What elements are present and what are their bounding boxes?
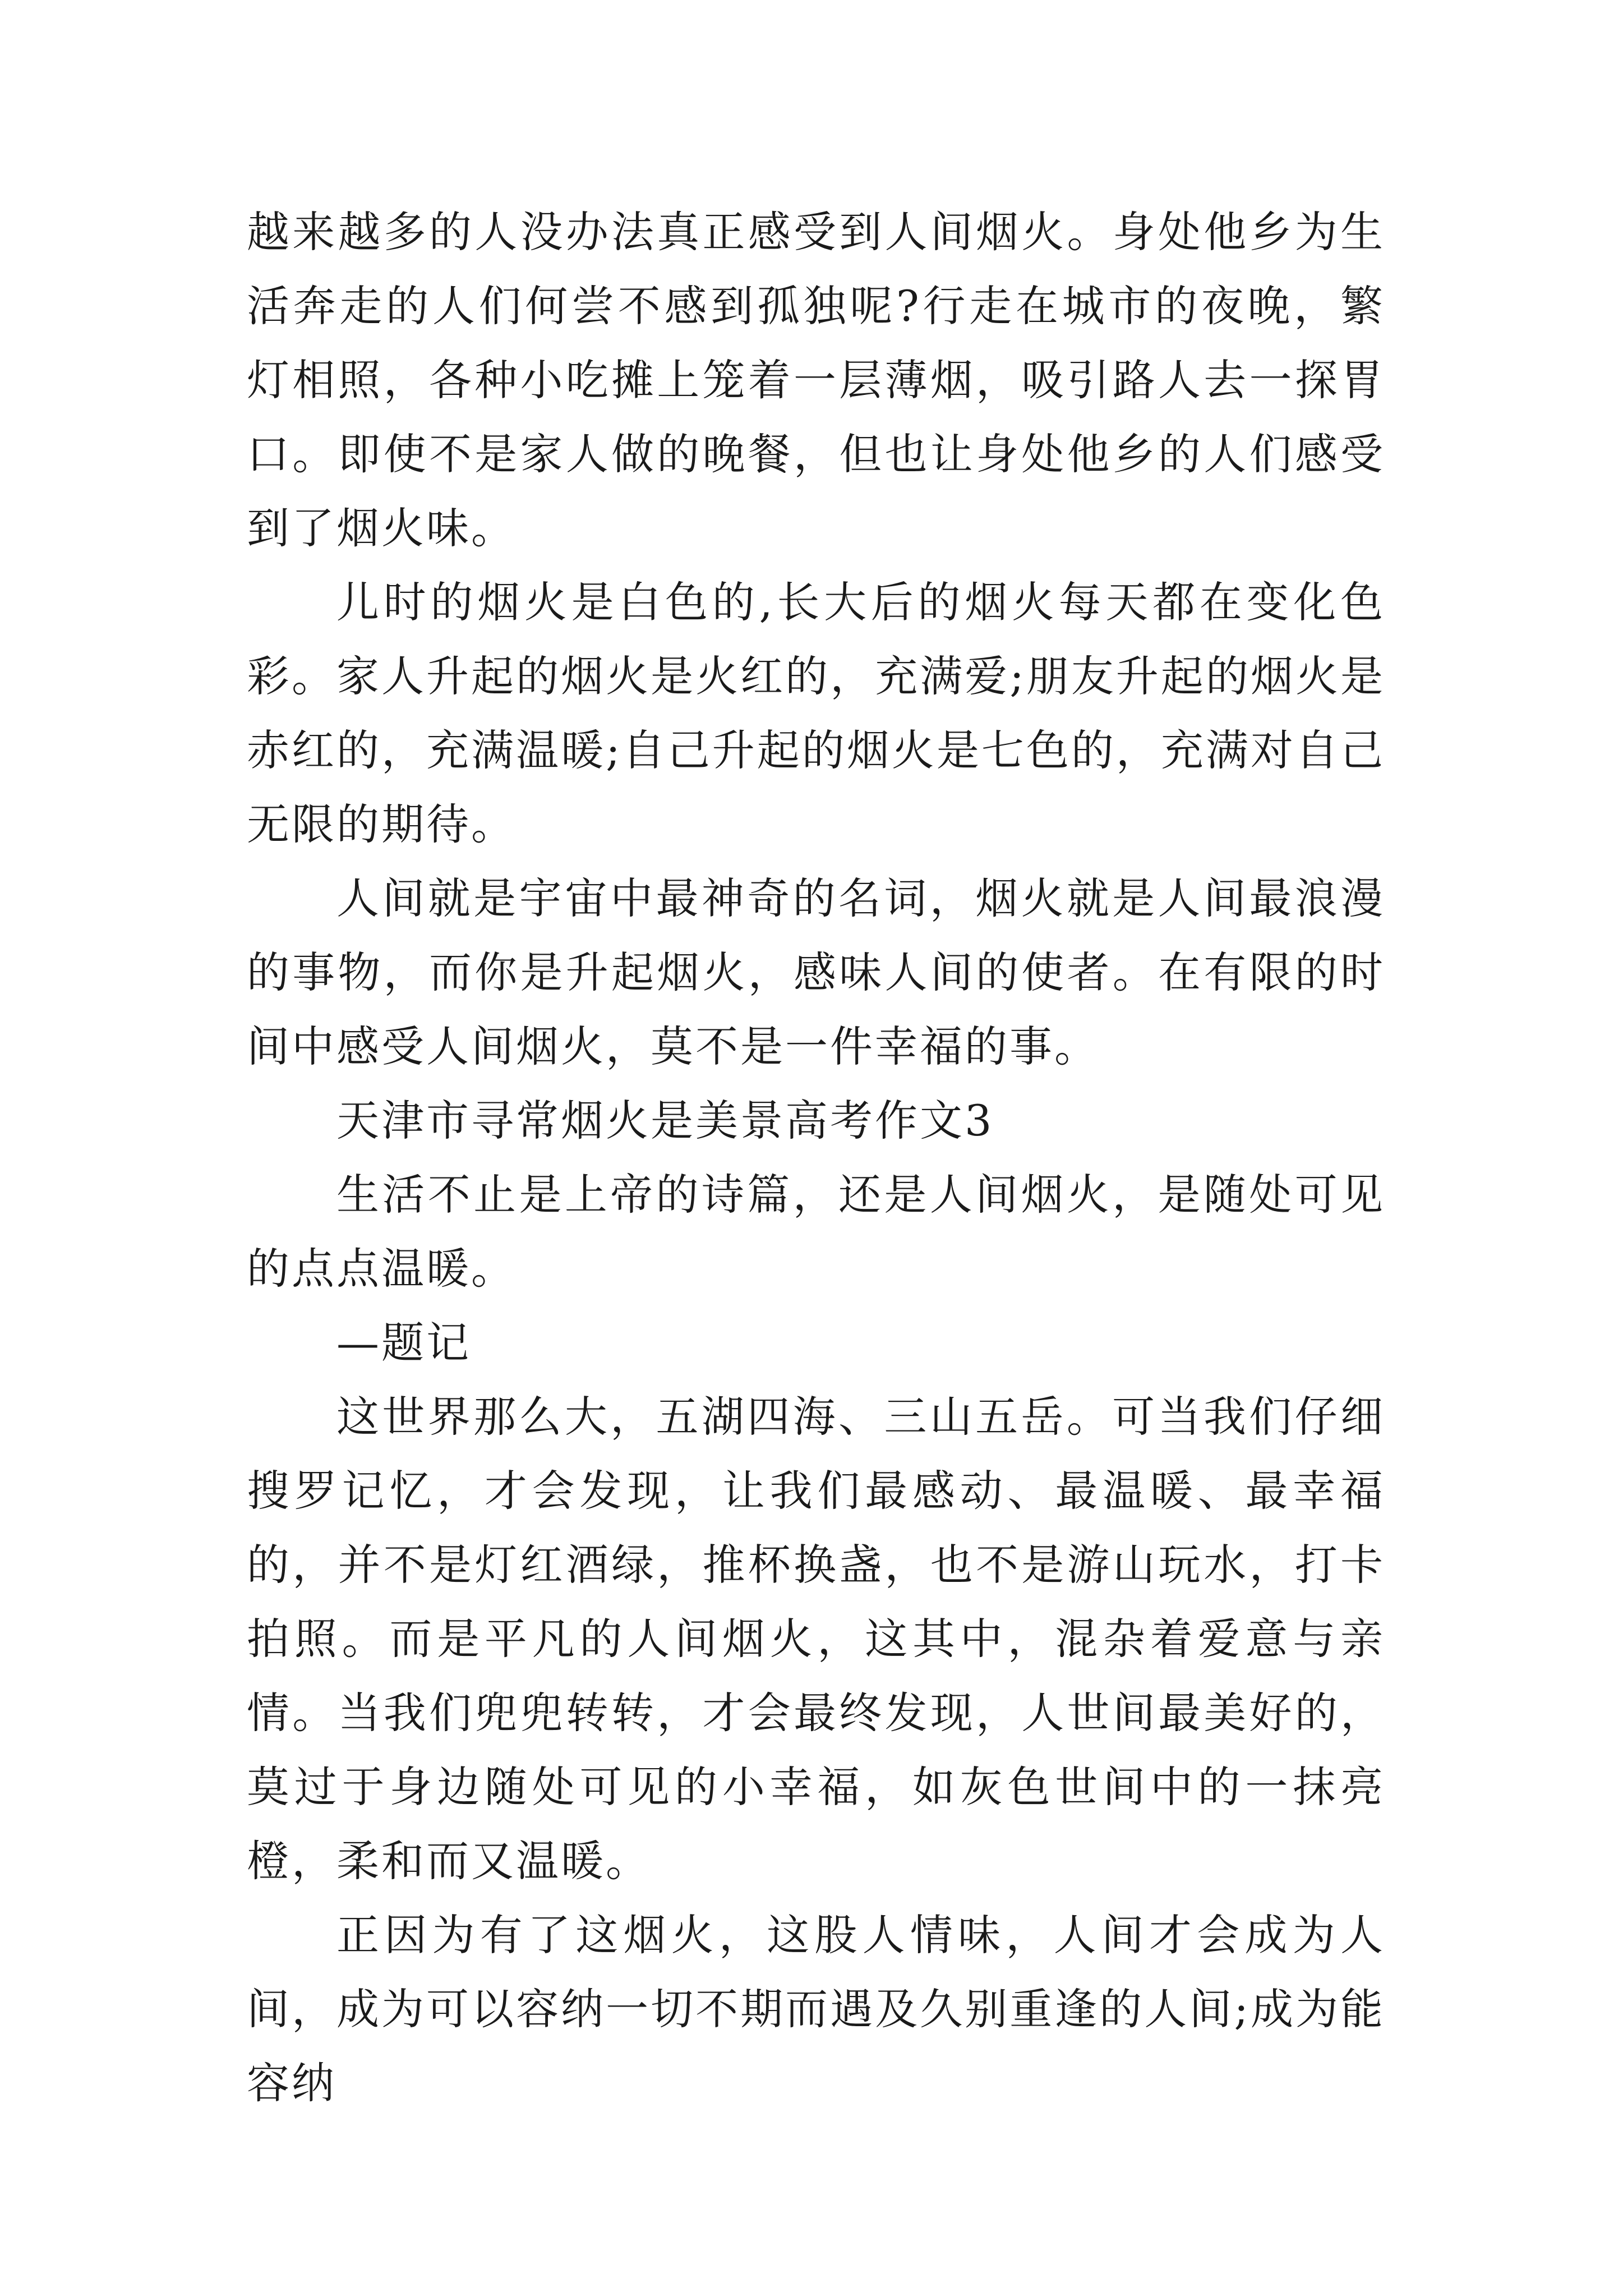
paragraph: 正因为有了这烟火，这股人情味，人间才会成为人间，成为可以容纳一切不期而遇及久别重逢的人间;成为能容纳	[247, 1910, 1385, 2108]
epigraph-attribution: —题记	[336, 1318, 471, 1368]
essay-body	[247, 195, 1385, 2120]
paragraph-continued: 越来越多的人没办法真正感受到人间烟火。身处他乡为生活奔走的人们何尝不感到孤独呢?行走在城市的夜晚，繁灯相照，各种小吃摊上笼着一层薄烟，吸引路人去一探胃口。即使不是家人做的晚餐，但也让身处他乡的人们感受到了烟火味。	[247, 207, 1385, 553]
paragraph: 生活不止是上帝的诗篇，还是人间烟火，是随处可见的点点温暖。	[247, 1170, 1385, 1294]
paragraph: 人间就是宇宙中最神奇的名词，烟火就是人间最浪漫的事物，而你是升起烟火，感味人间的使者。在有限的时间中感受人间烟火，莫不是一件幸福的事。	[247, 873, 1385, 1071]
essay-title: 天津市寻常烟火是美景高考作文3	[336, 1096, 994, 1145]
paragraph: 这世界那么大，五湖四海、三山五岳。可当我们仔细搜罗记忆，才会发现，让我们最感动、最温暖、最幸福的，并不是灯红酒绿，推杯换盏，也不是游山玩水，打卡拍照。而是平凡的人间烟火，这其中，混杂着爱意与亲情。当我们兜兜转转，才会最终发现，人世间最美好的，莫过于身边随处可见的小幸福，如灰色世间中的一抹亮橙，柔和而又温暖。	[247, 1392, 1385, 1886]
paragraph: 儿时的烟火是白色的,长大后的烟火每天都在变化色彩。家人升起的烟火是火红的，充满爱;朋友升起的烟火是赤红的，充满温暖;自己升起的烟火是七色的，充满对自己无限的期待。	[247, 577, 1385, 849]
